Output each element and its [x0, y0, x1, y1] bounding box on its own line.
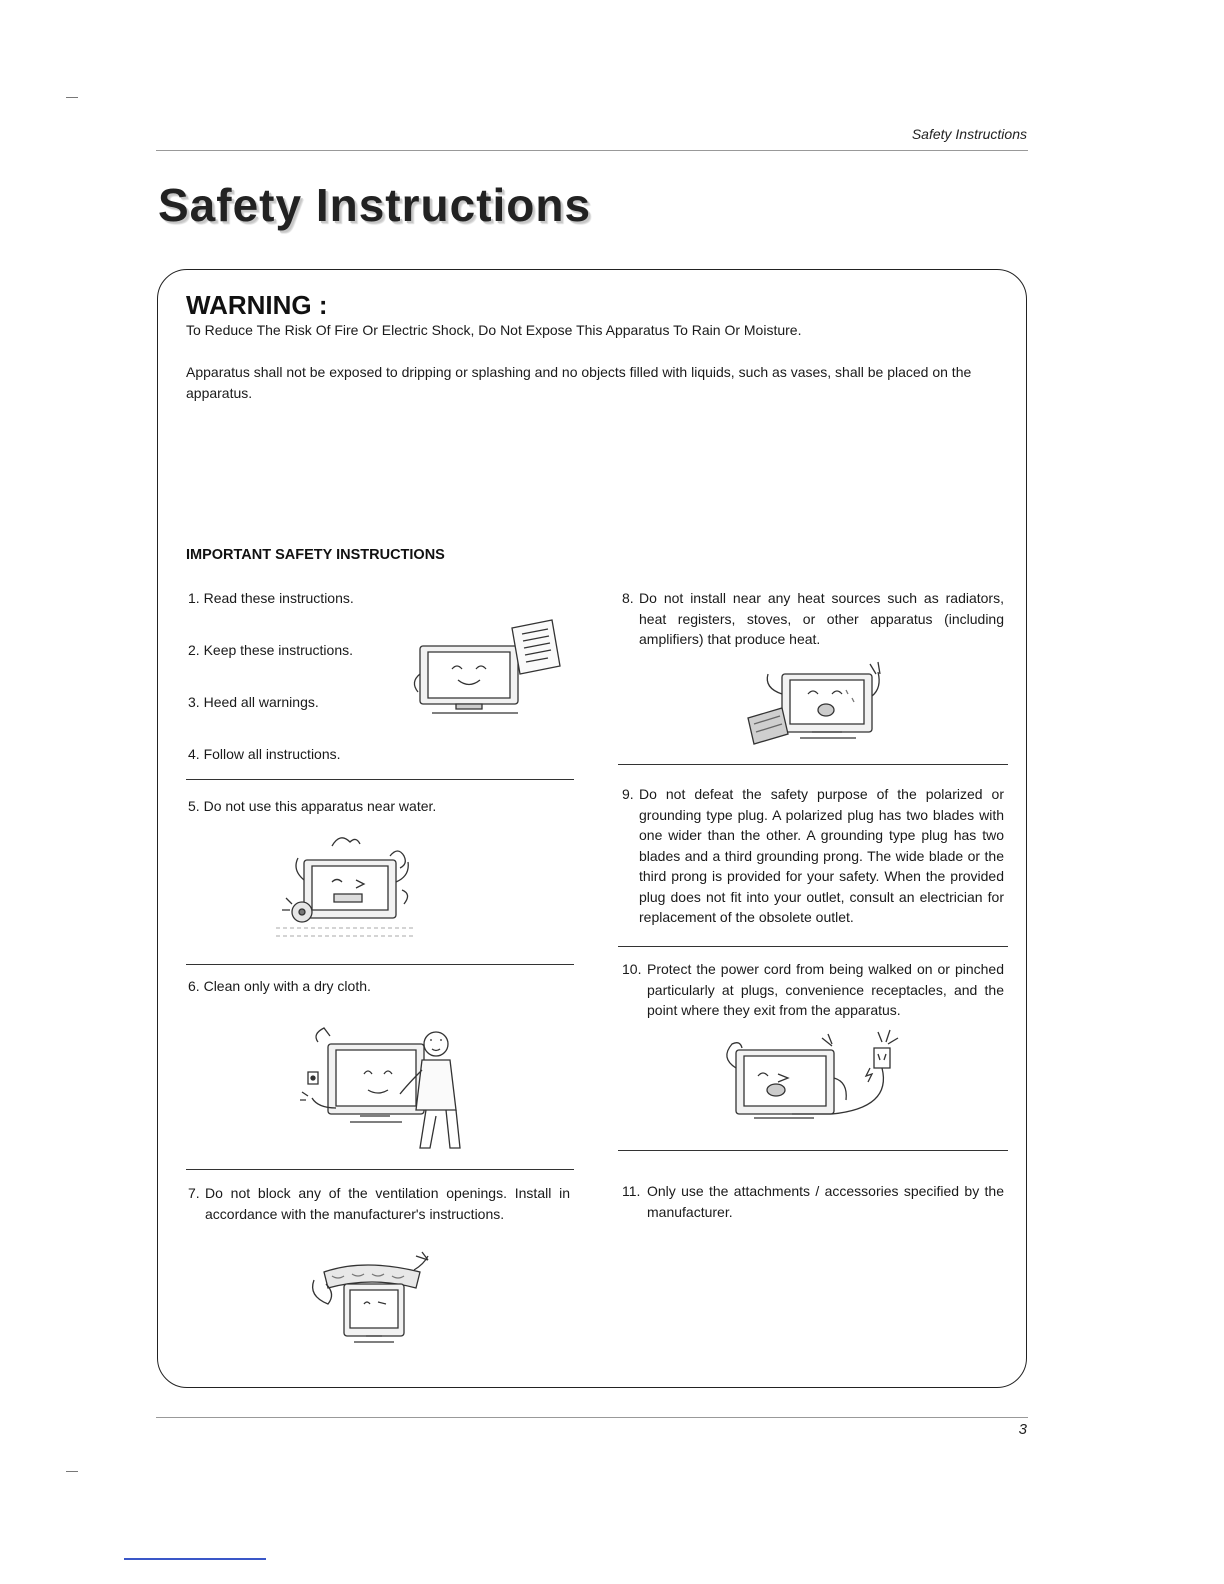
item-text: Heed all warnings. [203, 694, 319, 710]
tv-cleaning-cloth-icon [290, 1020, 470, 1156]
tv-covered-vents-icon [304, 1250, 444, 1346]
item-number: 10. [622, 961, 642, 977]
warning-line-1: To Reduce The Risk Of Fire Or Electric Shock, Do Not Expose This Apparatus To Rain Or Moisture. [186, 322, 802, 338]
divider [186, 964, 574, 965]
item-text: Do not defeat the safety purpose of the polarized or grounding type plug. A polarized plug has two blades with one wider than the other. A grounding type plug has two blades and a third grounding prong. The wide blade or the third prong is provided for your safety. When the provided plug does not fit into your outlet, consult an electrician for replacement of the obsolete outlet. [639, 786, 1004, 925]
item-number: 6. [188, 978, 204, 994]
item-text: Clean only with a dry cloth. [203, 978, 371, 994]
item-number: 5. [188, 798, 204, 814]
item-text: Do not use this apparatus near water. [203, 798, 437, 814]
tv-reading-manual-icon [410, 614, 562, 718]
margin-mark-bottom [66, 1471, 78, 1472]
item-text: Follow all instructions. [203, 746, 341, 762]
item-text: Do not block any of the ventilation openings. Install in accordance with the manufacturer's instructions. [205, 1185, 570, 1222]
instruction-item-9 [622, 784, 1004, 928]
item-number: 3. [188, 694, 204, 710]
instruction-item-5 [188, 796, 436, 817]
item-text: Protect the power cord from being walked on or pinched particularly at plugs, convenience receptacles, and the point where they exit from the apparatus. [647, 961, 1004, 1018]
divider [618, 1150, 1008, 1151]
instruction-item-11 [622, 1181, 1004, 1222]
page-number: 3 [1018, 1421, 1027, 1438]
instruction-item-6 [188, 976, 371, 997]
item-number: 11. [622, 1183, 641, 1199]
instruction-item-1 [188, 588, 354, 609]
divider [186, 1169, 574, 1170]
footer-link-underline [124, 1558, 266, 1560]
header-rule [156, 150, 1028, 151]
item-number: 4. [188, 746, 204, 762]
item-number: 7. [188, 1185, 200, 1201]
item-number: 2. [188, 642, 204, 658]
item-text: Read these instructions. [203, 590, 354, 606]
warning-title: WARNING : [186, 290, 328, 320]
item-text: Do not install near any heat sources such as radiators, heat registers, stoves, or other apparatus (including amplifiers) that produce heat. [639, 590, 1004, 647]
divider [186, 779, 574, 780]
item-text: Keep these instructions. [203, 642, 353, 658]
tv-near-heater-icon [742, 660, 894, 750]
item-text: Only use the attachments / accessories specified by the manufacturer. [647, 1183, 1004, 1220]
running-header: Safety Instructions [911, 126, 1027, 142]
instruction-item-10 [622, 959, 1004, 1021]
instruction-item-3 [188, 692, 319, 713]
item-number: 9. [622, 786, 634, 802]
divider [618, 946, 1008, 947]
footer-rule [156, 1417, 1028, 1418]
instruction-item-8 [622, 588, 1004, 650]
item-number: 1. [188, 590, 204, 606]
divider [618, 764, 1008, 765]
tv-near-water-icon [272, 832, 428, 942]
section-heading: IMPORTANT SAFETY INSTRUCTIONS [186, 547, 445, 563]
margin-mark-top [66, 97, 78, 98]
warning-line-2: Apparatus shall not be exposed to dripping or splashing and no objects filled with liquids, such as vases, shall be placed on the [186, 364, 972, 380]
item-number: 8. [622, 590, 634, 606]
instruction-item-4 [188, 744, 341, 765]
tv-power-cord-icon [718, 1028, 914, 1132]
warning-line-2-cont: apparatus. [186, 385, 253, 401]
page-title: Safety Instructions [158, 179, 592, 231]
instruction-item-7 [188, 1183, 570, 1224]
instruction-item-2 [188, 640, 353, 661]
